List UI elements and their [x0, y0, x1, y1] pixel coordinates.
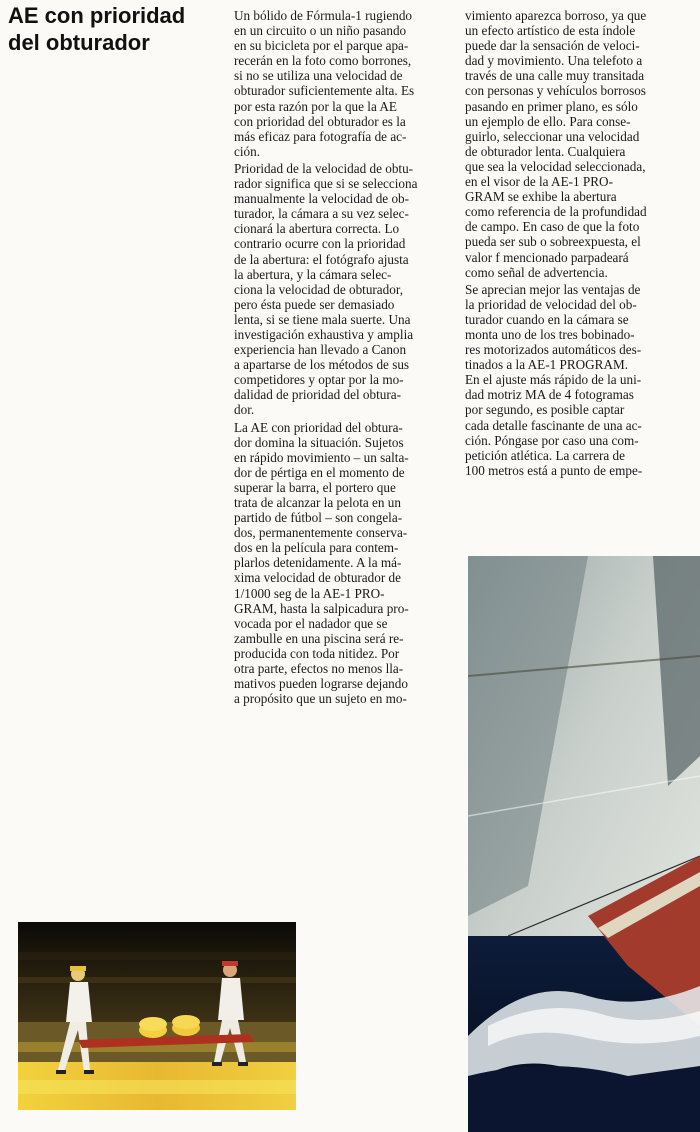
text-line: que sea la velocidad seleccionada, — [465, 158, 646, 174]
text-line: 1/1000 seg de la AE-1 PRO- — [234, 585, 385, 601]
text-line: dos, permanentemente conserva- — [234, 525, 408, 541]
text-line: monta uno de los tres bobinado- — [465, 326, 635, 342]
text-line: zambulle en una piscina será re- — [234, 630, 404, 646]
text-line: con prioridad del obturador es la — [234, 113, 406, 129]
text-line: valor f mencionado parpadeará — [465, 249, 629, 265]
text-line: en rápido movimiento – un salta- — [234, 449, 409, 465]
article-heading — [8, 2, 223, 56]
text-line: rador significa que si se selecciona — [234, 176, 418, 192]
text-line: en un circuito o un niño pasando — [234, 23, 407, 39]
text-line: través de una calle muy transitada — [465, 68, 645, 84]
text-line: experiencia han llevado a Canon — [234, 342, 407, 358]
text-line: pero ésta puede ser demasiado — [234, 296, 395, 312]
text-line: GRAM, hasta la salpicadura pro- — [234, 600, 409, 616]
text-line: En el ajuste más rápido de la uni- — [465, 372, 642, 388]
text-line: un efecto artístico de esta índole — [465, 23, 636, 39]
heading-line-1: AE con prioridad — [8, 3, 186, 28]
text-line: lenta, si se tiene mala suerte. Una — [234, 311, 411, 327]
text-line: GRAM se exhibe la abertura — [465, 189, 617, 205]
text-line: como referencia de la profundidad — [465, 204, 647, 220]
text-line: dalidad de prioridad del obtura- — [234, 387, 401, 403]
text-line: contrario ocurre con la prioridad — [234, 236, 406, 252]
text-line: con personas y vehículos borrosos — [465, 83, 646, 99]
sailboat-photo — [468, 556, 700, 1132]
text-line: La AE con prioridad del obtura- — [234, 419, 403, 435]
text-line: Un bólido de Fórmula-1 rugiendo — [234, 8, 413, 23]
text-line: si no se utiliza una velocidad de — [234, 68, 403, 84]
text-line: turador, la cámara a su vez selec- — [234, 206, 409, 222]
text-line: por esta razón por la que la AE — [234, 98, 397, 114]
text-line: obturador suficientemente alta. Es — [234, 83, 415, 99]
text-line: trata de alcanzar la pelota en un — [234, 495, 401, 510]
text-line: otra parte, efectos no menos lla- — [234, 661, 404, 677]
text-line: dad y movimiento. Una telefoto a — [465, 53, 643, 69]
text-line: de la abertura: el fotógrafo ajusta — [234, 251, 409, 267]
text-line: Prioridad de la velocidad de obtu- — [234, 160, 414, 176]
text-column-1 — [234, 8, 448, 706]
text-line: por segundo, es posible captar — [465, 402, 625, 418]
text-line: dor. — [234, 402, 255, 418]
text-line: competidores y optar por la mo- — [234, 372, 404, 388]
text-line: puede dar la sensación de veloci- — [465, 38, 640, 54]
text-line: petición atlética. La carrera de — [465, 447, 625, 463]
text-line: en el visor de la AE-1 PRO- — [465, 174, 613, 190]
text-line: más eficaz para fotografía de ac- — [234, 128, 407, 144]
text-line: cada detalle fascinante de una ac- — [465, 417, 642, 433]
text-line: manualmente la velocidad de ob- — [234, 191, 410, 207]
text-line: dos en la película para contem- — [234, 540, 399, 556]
text-line: cionará la abertura correcta. Lo — [234, 221, 400, 237]
text-line: vimiento aparezca borroso, ya que — [465, 8, 647, 23]
text-line: pasando en primer plano, es sólo — [465, 98, 638, 114]
text-line: xima velocidad de obturador de — [234, 570, 401, 586]
text-line: 100 metros está a punto de empe- — [465, 462, 643, 478]
text-line: de obturador lenta. Cualquiera — [465, 143, 626, 159]
text-line: partido de fútbol – son congela- — [234, 510, 403, 526]
text-line: ción. Póngase por caso una com- — [465, 432, 639, 448]
text-line: en su bicicleta por el parque apa- — [234, 38, 409, 54]
text-line: tinados a la AE-1 PROGRAM. — [465, 357, 629, 373]
text-line: recerán en la foto como borrones, — [234, 53, 412, 69]
text-line: investigación exhaustiva y amplia — [234, 326, 414, 342]
text-line: superar la barra, el portero que — [234, 479, 396, 495]
text-line: producida con toda nitidez. Por — [234, 645, 400, 661]
text-line: dor domina la situación. Sujetos — [234, 434, 404, 450]
text-line: ción. — [234, 143, 261, 159]
text-line: vocada por el nadador que se — [234, 615, 388, 631]
text-line: res motorizados automáticos des- — [465, 342, 642, 358]
heading-line-2: del obturador — [8, 30, 150, 55]
text-line: la abertura, y la cámara selec- — [234, 266, 392, 282]
text-line: ciona la velocidad de obturador, — [234, 281, 404, 297]
text-line: plarlos detenidamente. A la má- — [234, 555, 402, 571]
text-line: a propósito que un sujeto en mo- — [234, 691, 407, 707]
text-line: a apartarse de los métodos de sus — [234, 357, 410, 373]
text-line: Se aprecian mejor las ventajas de — [465, 281, 641, 297]
text-line: dor de pértiga en el momento de — [234, 464, 405, 480]
text-line: mativos pueden lograrse dejando — [234, 676, 408, 692]
text-line: guirlo, seleccionar una velocidad — [465, 128, 640, 144]
text-line: pueda ser sub o sobreexpuesta, el — [465, 234, 641, 250]
text-column-2 — [465, 8, 697, 478]
waiters-race-photo — [18, 922, 296, 1110]
text-line: turador cuando en la cámara se — [465, 311, 629, 327]
text-line: un ejemplo de ello. Para conse- — [465, 113, 631, 129]
text-line: dad motriz MA de 4 fotogramas — [465, 387, 634, 403]
text-line: la prioridad de velocidad del ob- — [465, 296, 637, 312]
text-line: como señal de advertencia. — [465, 264, 608, 280]
text-line: de campo. En caso de que la foto — [465, 219, 640, 235]
